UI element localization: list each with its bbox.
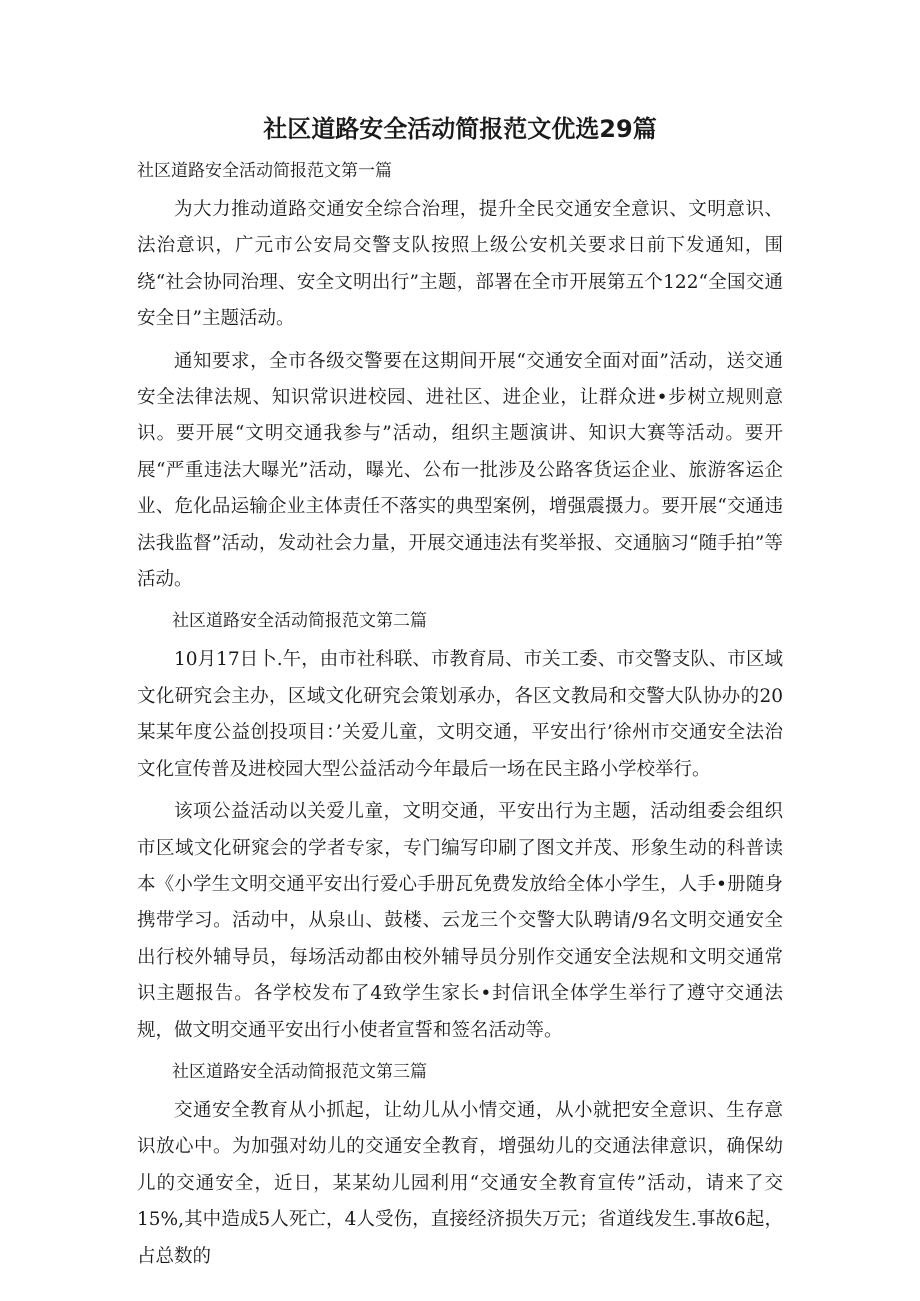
paragraph: 10月17日卜.午，由市社科联、市教育局、市关工委、市交警支队、市区域文化研究会主办，区域文化研究会策划承办，各区文教局和交警大队协办的20某某年度公益创投项目：’关爱儿童，文明交通，平安出行’徐州市交通安全法治文化宣传普及进校园大型公益活动今年最后一场在民主路小学校举行。 bbox=[137, 649, 783, 780]
section-heading: 社区道路安全活动简报范文第一篇 bbox=[137, 161, 392, 181]
paragraph: 该项公益活动以关爱儿童，文明交通，平安出行为主题，活动组委会组织市区域文化研窕会的学者专家，专门编写印刷了图文并茂、形象生动的科普读本《小学生文明交通平安出行爱心手册瓦免费发放给全体小学生，人手•册随身携带学习。活动中，从泉山、鼓楼、云龙三个交警大队聘请/9名文明交通安全出行校外辅导员，每场活动都由校外辅导员分别作交通安全法规和文明交通常识主题报告。各学校发布了4致学生家长•封信讯全体学生举行了遵守交通法规，做文明交通平安出行小使者宣誓和签名活动等。 bbox=[137, 801, 783, 1041]
section-heading: 社区道路安全活动简报范文第三篇 bbox=[172, 1061, 427, 1082]
document-title: 社区道路安全活动简报范文优选29篇 bbox=[263, 115, 657, 143]
section-1 bbox=[137, 154, 783, 598]
document-page bbox=[137, 112, 783, 1281]
paragraph: 交通安全教育从小抓起，让幼儿从小情交通，从小就把安全意识、生存意识放心中。为加强对幼儿的交通安全教育，增强幼儿的交通法律意识，确保幼儿的交通安全，近日，某某幼儿园利用“交通安全教育宣传”活动，请来了交15%,其中造成5人死亡，4人受伤，直接经济损失万元；省道线发生.事故6起，占总数的 bbox=[137, 1099, 783, 1267]
section-heading: 社区道路安全活动简报范文第二篇 bbox=[172, 611, 427, 632]
section-2 bbox=[137, 604, 783, 1048]
paragraph: 通知要求，全市各级交警要在这期间开展“交通安全面对面”活动，送交通安全法律法规、知识常识进校园、进社区、进企业，让群众进•步树立规则意识。要开展“文明交通我参与”活动，组织主题演讲、知识大赛等活动。要开展“严重违法大曝光”活动，曝光、公布一批涉及公路客货运企业、旅游客运企业、危化品运输企业主体责任不落实的典型案例，增强震摄力。要开展“交通违法我监督”活动，发动社会力量，开展交通违法有奖举报、交通脑习“随手拍”等活动。 bbox=[137, 350, 783, 591]
paragraph: 为大力推动道路交通安全综合治理，提升全民交通安全意识、文明意识、法治意识，广元市公安局交警支队按照上级公安机关要求日前下发通知，围绕“社会协同治理、安全文明出行”主题，部署在全市开展第五个122“全国交通安全日”主题活动。 bbox=[137, 199, 783, 330]
section-3 bbox=[137, 1055, 783, 1275]
